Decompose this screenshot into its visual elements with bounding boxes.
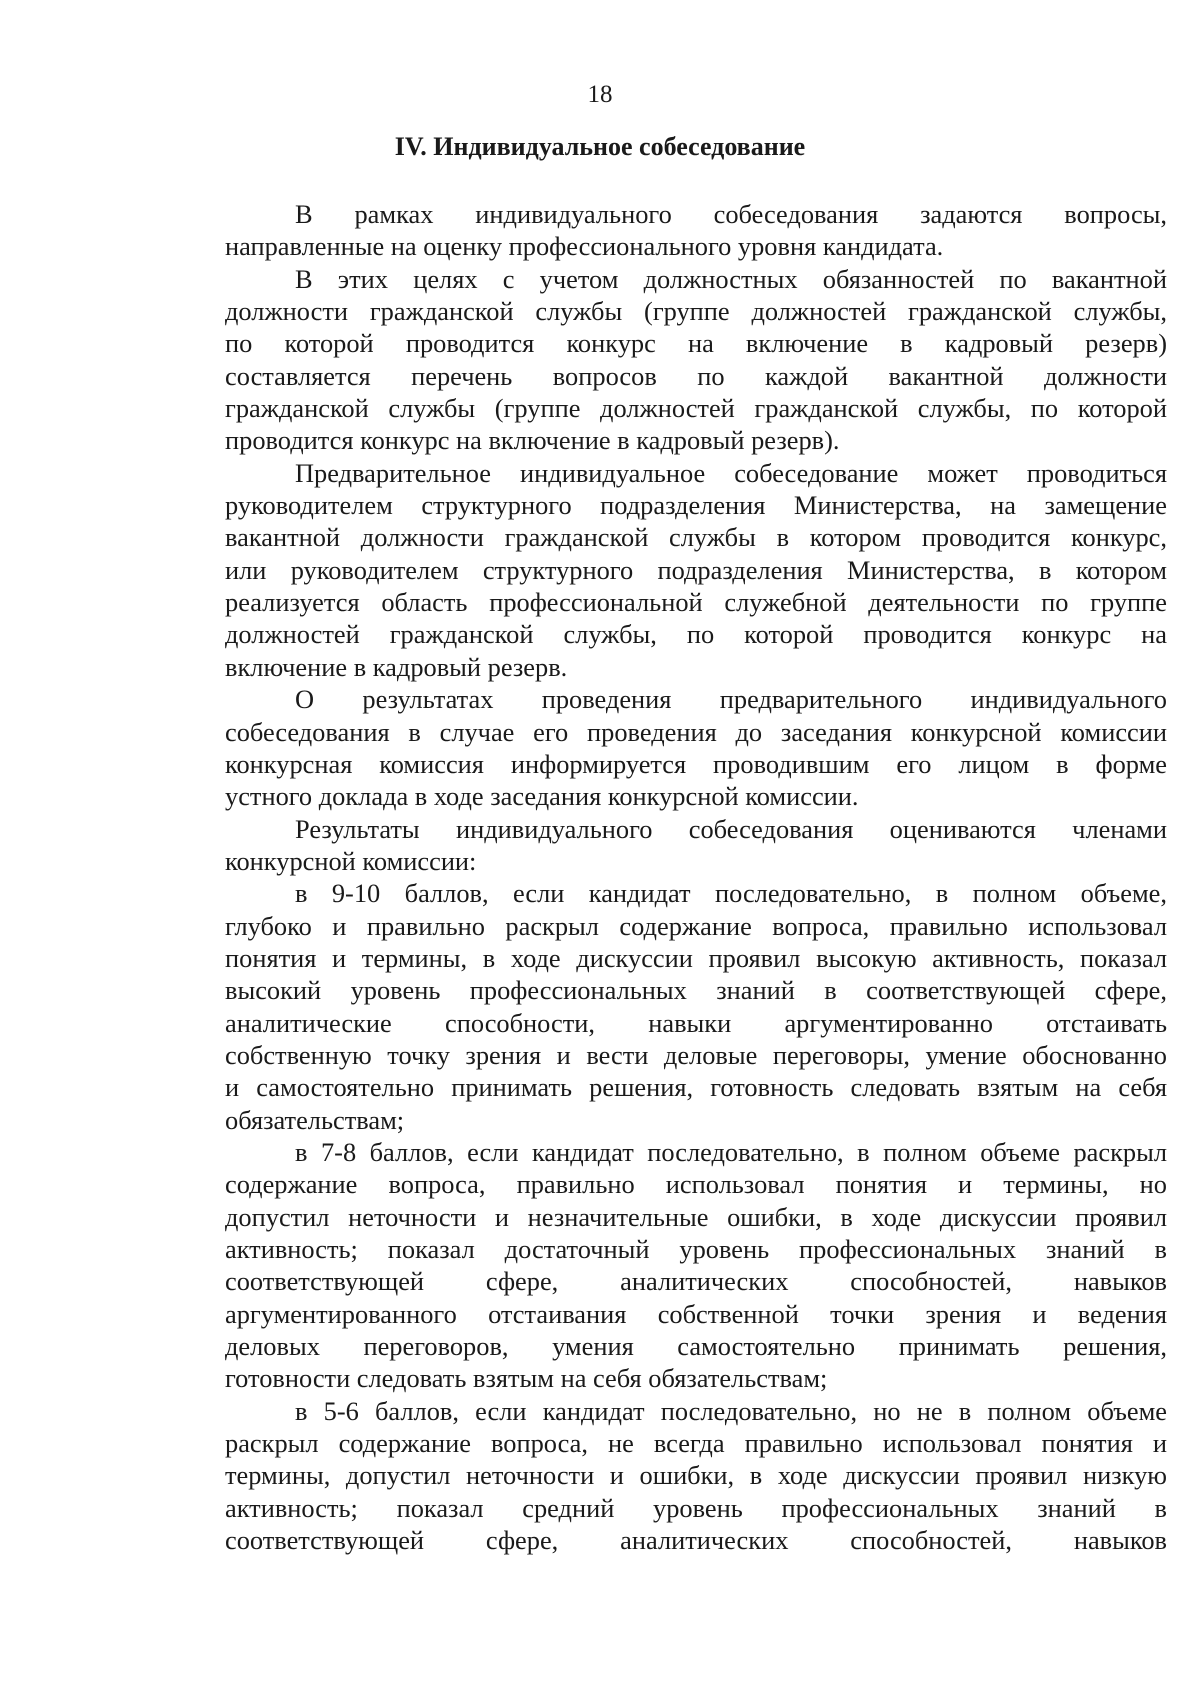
paragraph-line: руководителем структурного подразделения Министерства, на замещение <box>225 490 1167 521</box>
paragraph-line: в 5-6 баллов, если кандидат последовательно, но не в полном объеме <box>295 1395 1167 1426</box>
paragraph-line: В этих целях с учетом должностных обязанностей по вакантной <box>295 263 1167 294</box>
paragraph-line: реализуется область профессиональной служебной деятельности по группе <box>225 587 1167 618</box>
paragraph-line: глубоко и правильно раскрыл содержание вопроса, правильно использовал <box>225 910 1167 941</box>
paragraph-line: составляется перечень вопросов по каждой вакантной должности <box>225 360 1167 391</box>
paragraph-line: собственную точку зрения и вести деловые переговоры, умение обоснованно <box>225 1039 1167 1070</box>
paragraph-line: конкурсной комиссии: <box>225 845 477 876</box>
paragraph-line: включение в кадровый резерв. <box>225 651 568 682</box>
paragraph-line: собеседования в случае его проведения до заседания конкурсной комиссии <box>225 716 1167 747</box>
paragraph-line: вакантной должности гражданской службы в котором проводится конкурс, <box>225 522 1167 553</box>
paragraph <box>225 1395 1167 1557</box>
paragraph-line: проводится конкурс на включение в кадровый резерв). <box>225 425 840 456</box>
paragraph-line: готовности следовать взятым на себя обязательствам; <box>225 1363 828 1394</box>
paragraph <box>225 813 1167 878</box>
paragraph-line: в 9-10 баллов, если кандидат последовательно, в полном объеме, <box>295 878 1167 909</box>
paragraph-line: в 7-8 баллов, если кандидат последовательно, в полном объеме раскрыл <box>295 1136 1167 1167</box>
paragraph-line: Результаты индивидуального собеседования оцениваются членами <box>295 813 1167 844</box>
paragraph-line: аналитические способности, навыки аргументированно отстаивать <box>225 1007 1167 1038</box>
paragraph-line: направленные на оценку профессионального уровня кандидата. <box>225 231 944 262</box>
paragraph-line: соответствующей сфере, аналитических способностей, навыков <box>225 1266 1167 1297</box>
paragraph <box>225 683 1167 812</box>
paragraph-line: гражданской службы (группе должностей гражданской службы, по которой <box>225 393 1167 424</box>
paragraph-line: обязательствам; <box>225 1104 405 1135</box>
paragraph-line: конкурсная комиссия информируется проводившим его лицом в форме <box>225 748 1167 779</box>
paragraph-line: Предварительное индивидуальное собеседование может проводиться <box>295 457 1167 488</box>
paragraph <box>225 198 1167 263</box>
paragraph <box>225 263 1167 457</box>
paragraph-line: или руководителем структурного подразделения Министерства, в котором <box>225 554 1167 585</box>
paragraph-line: по которой проводится конкурс на включение в кадровый резерв) <box>225 328 1167 359</box>
paragraph-line: активность; показал достаточный уровень профессиональных знаний в <box>225 1234 1167 1264</box>
paragraph <box>225 457 1167 683</box>
paragraph-line: допустил неточности и незначительные ошибки, в ходе дискуссии проявил <box>225 1201 1167 1232</box>
paragraph-line: аргументированного отстаивания собственной точки зрения и ведения <box>225 1298 1167 1329</box>
paragraph-line: активность; показал средний уровень профессиональных знаний в <box>225 1492 1167 1523</box>
paragraph-line: устного доклада в ходе заседания конкурсной комиссии. <box>225 781 859 812</box>
paragraph-line: должностей гражданской службы, по которой проводится конкурс на <box>225 619 1167 650</box>
paragraph-line: понятия и термины, в ходе дискуссии проявил высокую активность, показал <box>225 942 1167 973</box>
section-title: IV. Индивидуальное собеседование <box>394 132 806 161</box>
paragraph-line: О результатах проведения предварительного индивидуального <box>295 684 1167 715</box>
paragraph-line: и самостоятельно принимать решения, готовность следовать взятым на себя <box>225 1072 1167 1103</box>
paragraph-line: должности гражданской службы (группе должностей гражданской службы, <box>225 296 1167 327</box>
body-text <box>225 198 1167 1556</box>
page-number: 18 <box>587 81 613 108</box>
paragraph-line: термины, допустил неточности и ошибки, в ходе дискуссии проявил низкую <box>225 1460 1167 1491</box>
paragraph-line: раскрыл содержание вопроса, не всегда правильно использовал понятия и <box>225 1428 1167 1459</box>
paragraph <box>225 1136 1167 1395</box>
paragraph-line: деловых переговоров, умения самостоятельно принимать решения, <box>225 1331 1167 1362</box>
paragraph <box>225 877 1167 1136</box>
paragraph-line: содержание вопроса, правильно использовал понятия и термины, но <box>225 1169 1167 1200</box>
paragraph-line: высокий уровень профессиональных знаний в соответствующей сфере, <box>225 975 1167 1006</box>
paragraph-line: соответствующей сфере, аналитических способностей, навыков <box>225 1525 1167 1556</box>
paragraph-line: В рамках индивидуального собеседования задаются вопросы, <box>295 199 1167 229</box>
